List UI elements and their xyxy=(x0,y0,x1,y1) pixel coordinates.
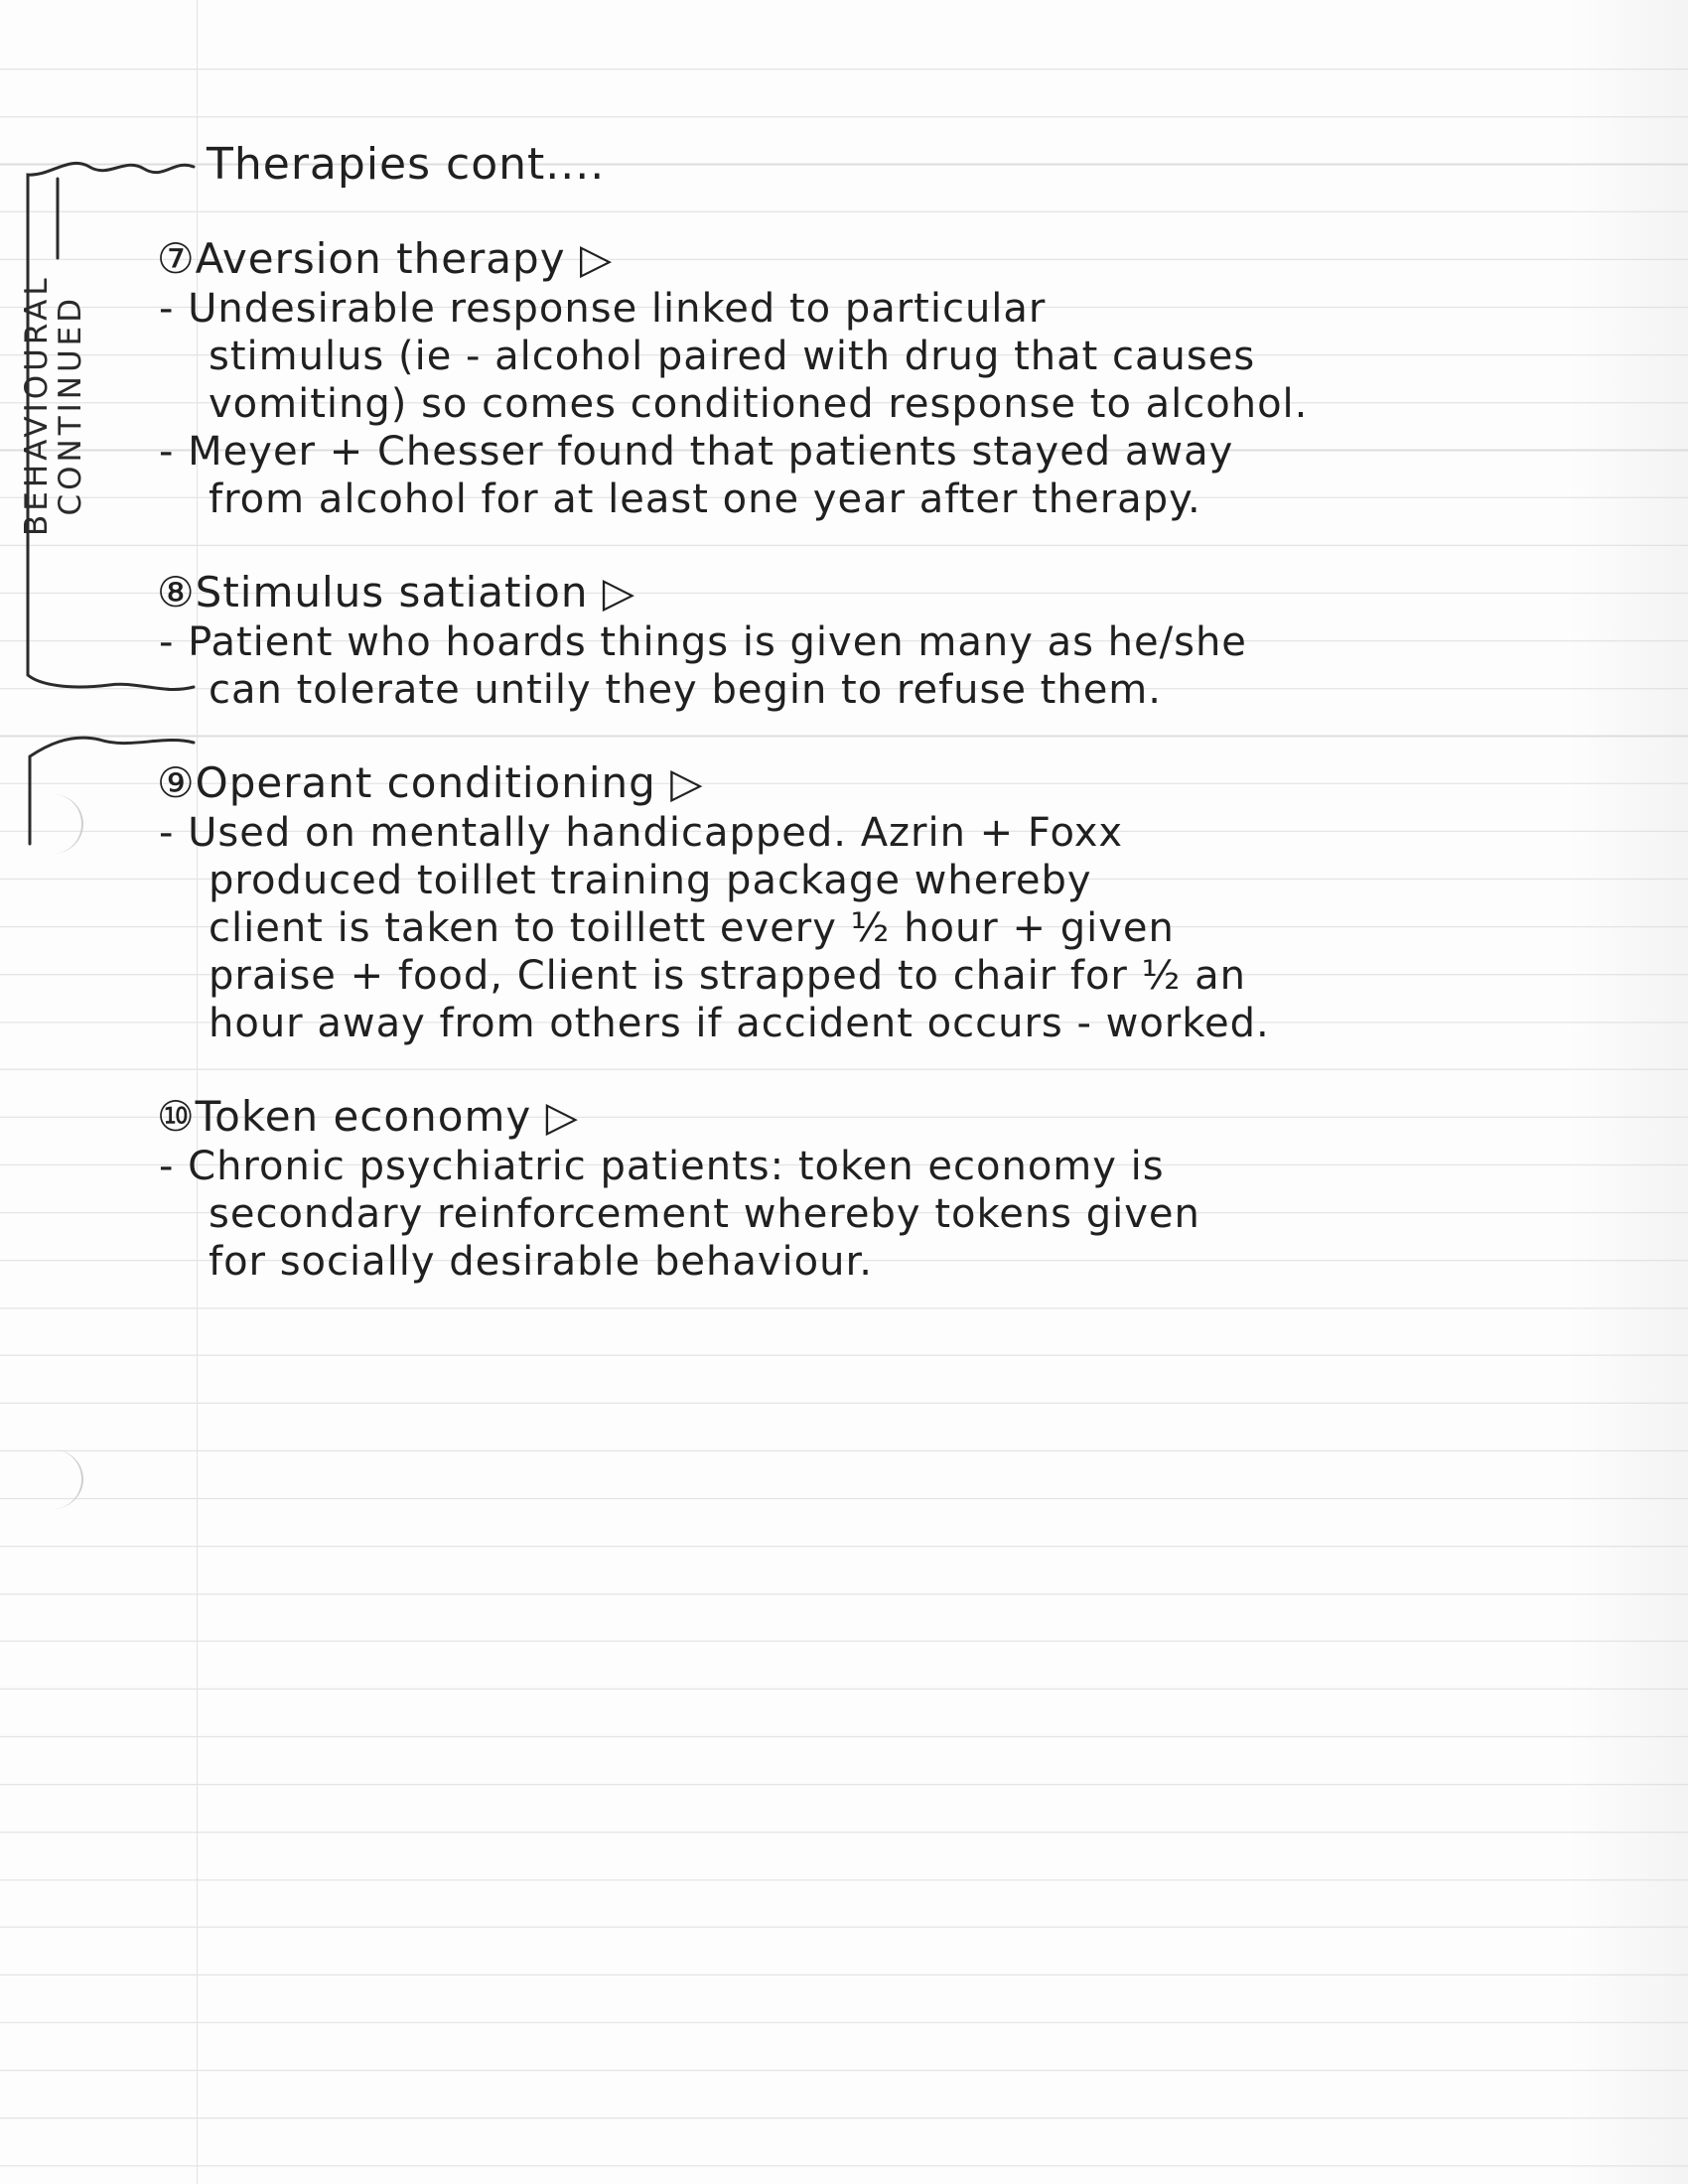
note-line: produced toillet training package whereby xyxy=(209,858,1092,903)
note-line: client is taken to toillett every ½ hour + given xyxy=(209,905,1175,951)
section-heading: ⑧Stimulus satiation ▷ xyxy=(157,568,636,616)
section-heading: ⑩Token economy ▷ xyxy=(157,1092,579,1141)
side-label xyxy=(20,274,87,536)
side-label-line2: CONTINUED xyxy=(53,294,88,516)
section-heading: ⑦Aversion therapy ▷ xyxy=(157,234,614,283)
note-line: praise + food, Client is strapped to chair for ½ an xyxy=(209,953,1246,999)
note-line: can tolerate untily they begin to refuse them. xyxy=(209,667,1162,713)
note-line: vomiting) so comes conditioned response to alcohol. xyxy=(209,381,1309,427)
note-line: hour away from others if accident occurs - worked. xyxy=(209,1001,1270,1046)
note-line: secondary reinforcement whereby tokens given xyxy=(209,1191,1200,1237)
note-line: for socially desirable behaviour. xyxy=(209,1239,873,1285)
punch-hole xyxy=(22,1449,83,1509)
note-line: from alcohol for at least one year after therapy. xyxy=(209,477,1201,522)
note-line: - Used on mentally handicapped. Azrin + Foxx xyxy=(159,810,1124,856)
page-shadow xyxy=(1569,0,1688,2184)
side-label-line1: BEHAVIOURAL xyxy=(19,274,55,536)
note-line: - Chronic psychiatric patients: token economy is xyxy=(159,1144,1165,1189)
note-line: - Meyer + Chesser found that patients stayed away xyxy=(159,429,1234,475)
page-title: Therapies cont.... xyxy=(207,139,606,190)
note-line: stimulus (ie - alcohol paired with drug that causes xyxy=(209,334,1256,379)
note-line: - Patient who hoards things is given many as he/she xyxy=(159,619,1247,665)
note-line: - Undesirable response linked to particular xyxy=(159,286,1047,332)
section-heading: ⑨Operant conditioning ▷ xyxy=(157,758,704,807)
